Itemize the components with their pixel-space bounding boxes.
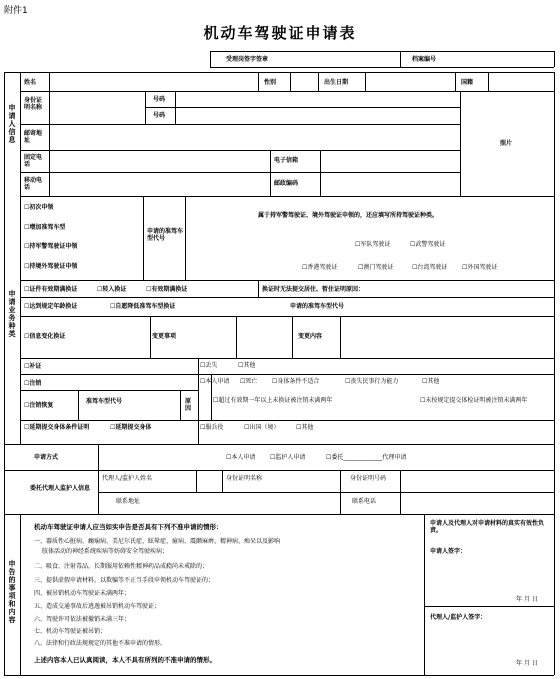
transfer-in-option[interactable]: ☐转入换证 [97, 286, 127, 293]
replace-option[interactable]: ☐补证 [24, 363, 42, 370]
hold-note: 属于持军警驾驶证、境外驾驶证申领的，还应填写所持驾驶证种类。 [258, 212, 439, 219]
mobile-label: 移动电话 [24, 177, 43, 191]
number-label-1: 号码 [153, 96, 166, 103]
cancel-other-option[interactable]: ☐其他 [422, 378, 440, 385]
info-change-option[interactable]: ☐信息变化换证 [24, 333, 66, 340]
email-label: 电子信箱 [274, 157, 299, 164]
number-label-2: 号码 [153, 112, 166, 119]
declaration-item: 四、被吊销机动车驾驶证未满两年； [34, 590, 131, 597]
id-type-label: 身份证明名称 [24, 97, 43, 111]
declaration-item: 六、驾驶许可依法被撤销未满三年； [34, 616, 131, 623]
business-section-label: 申请业务种类 [8, 290, 16, 338]
hongkong-license-option[interactable]: ☐香港驾驶证 [302, 264, 338, 271]
attachment-label: 附件1 [4, 6, 28, 16]
proof-cert-option[interactable]: ☐延期提交身体条件证明 [24, 424, 90, 431]
hold-overseas-option[interactable]: ☐持境外驾驶证申领 [24, 263, 78, 270]
death-option[interactable]: ☐死亡 [240, 378, 258, 385]
declaration-item: 八、法律和行政法规规定的其他不准申请的情形。 [34, 640, 167, 647]
hold-military-option[interactable]: ☐持军警驾驶证申领 [24, 243, 78, 250]
applicant-signature-label: 申请人签字： [430, 548, 467, 555]
birth-date-label: 出生日期 [324, 79, 349, 86]
agent-sign-label: 受理岗签字签章 [226, 56, 269, 63]
expired-renew-option[interactable]: ☐证件有效期满换证 [24, 286, 78, 293]
method-label: 申请方式 [34, 454, 59, 461]
restore-option[interactable]: ☐注销恢复 [24, 402, 54, 409]
name-label: 姓名 [24, 79, 37, 86]
photo-label: 照片 [500, 140, 513, 147]
reason-other-option[interactable]: ☐其他 [296, 424, 314, 431]
valid-change-option[interactable]: ☐有效期满换证 [146, 286, 188, 293]
add-type-option[interactable]: ☐增加准驾车型 [24, 224, 66, 231]
postal-code-label: 邮政编码 [274, 180, 299, 187]
agent-id-no-label: 身份证明号码 [350, 475, 387, 482]
form-title: 机动车驾驶证申请表 [203, 24, 357, 42]
mail-address-label: 邮寄地址 [24, 130, 43, 144]
change-content-label: 变更内容 [298, 333, 323, 340]
method-guardian-option[interactable]: ☐监护人申请 [270, 454, 306, 461]
military-license-option[interactable]: ☐军队驾驶证 [355, 241, 391, 248]
military-service-option[interactable]: ☐服兵役 [200, 424, 224, 431]
gender-label: 性别 [264, 79, 277, 86]
declaration-item: 五、造成交通事故后逃逸被吊销机动车驾驶证； [34, 603, 161, 610]
agent-signature-label: 代理人/监护人签字： [430, 614, 487, 621]
agent-address-label: 联系地址 [116, 498, 141, 505]
foreign-license-option[interactable]: ☐外国驾驶证 [462, 264, 498, 271]
landline-label: 固定电话 [24, 154, 43, 168]
no-health-cert-option[interactable]: ☐未按规定提交体检证明被注销未满两年 [420, 397, 528, 404]
declaration-confirm: 上述内容本人已认真阅读，本人不具有所列的不准申请的情形。 [34, 656, 216, 664]
abroad-option[interactable]: ☐出国（境） [244, 424, 280, 431]
file-no-label: 档案编号 [412, 56, 437, 63]
agent-signature-field[interactable] [430, 624, 548, 658]
agent-id-name-label: 身份证明名称 [226, 475, 263, 482]
agent-name-label: 代理人/监护人姓名 [102, 475, 153, 482]
declaration-item: 二、吸食、注射毒品，长期服用依赖性精神药品成瘾尚未戒除的； [34, 563, 209, 570]
move-reason-label: 换证时无法提交居住、暂住证明原因： [262, 286, 365, 293]
agent-section-label: 委托代理人监护人信息 [29, 485, 90, 492]
responsibility-note: 申请人及代理人对申请材料的真实有效性负责。 [430, 520, 545, 534]
age-reached-option[interactable]: ☐达到规定年龄换证 [24, 303, 78, 310]
name-field[interactable] [50, 73, 257, 90]
self-apply-option[interactable]: ☐本人申请 [200, 378, 230, 385]
macau-license-option[interactable]: ☐澳门驾驶证 [358, 264, 394, 271]
taiwan-license-option[interactable]: ☐台湾驾驶证 [412, 264, 448, 271]
declaration-item: 一、器质性心脏病、癫痫病、美尼尔氏症、眩晕症、癔病、震颤麻痹、精神病、痴呆以及影响 [34, 538, 281, 545]
method-entrust-option[interactable]: ☐委托_____________代理申请 [326, 454, 407, 461]
declaration-item: 三、提供虚假申请材料，以欺骗等不正当手段申领机动车驾驶证的； [34, 577, 215, 584]
delay-body-option[interactable]: ☐延期提交身体 [110, 424, 152, 431]
agent-phone-label: 联系电话 [352, 498, 377, 505]
first-license-option[interactable]: ☐初次申领 [24, 204, 54, 211]
replace-other-option[interactable]: ☐其他 [238, 362, 256, 369]
expired-one-year-option[interactable]: ☐超过有效期一年以上未换证被注销未满两年 [213, 397, 333, 404]
applicant-section-label: 申请人信息 [8, 104, 16, 144]
change-items-label: 变更事项 [152, 333, 177, 340]
unfit-option[interactable]: ☐身体条件不适合 [272, 378, 320, 385]
vehicle-type-label: 申请的准驾车型代号 [147, 228, 184, 242]
nationality-label: 国籍 [461, 79, 474, 86]
declaration-heading: 机动车驾驶证申请人应当如实申告是否具有下列不准申请的情形： [34, 523, 223, 531]
applicant-sign-date: 年 月 日 [516, 596, 538, 603]
cancel-option[interactable]: ☐注销 [24, 380, 42, 387]
armed-police-license-option[interactable]: ☐武警驾驶证 [410, 241, 446, 248]
applicant-signature-field[interactable] [430, 558, 548, 594]
lost-option[interactable]: ☐丢失 [200, 362, 218, 369]
agent-sign-date: 年 月 日 [516, 660, 538, 667]
apply-type-code-label: 申请的准驾车型代号 [290, 303, 345, 310]
civil-incapable-option[interactable]: ☐丧失民事行为能力 [345, 378, 399, 385]
license-code-label: 准驾车型代号 [86, 398, 123, 405]
declaration-item: 七、机动车驾驶证被吊销； [34, 628, 107, 635]
method-self-option[interactable]: ☐本人申请 [226, 454, 256, 461]
reason-label: 原因 [185, 398, 192, 412]
self-lower-option[interactable]: ☐自愿降低准驾车型换证 [110, 303, 176, 310]
declaration-item: 肢体活动的神经系统疾病等妨碍安全驾驶疾病； [42, 548, 169, 555]
declaration-section-label: 申告的事项和内容 [8, 560, 16, 624]
